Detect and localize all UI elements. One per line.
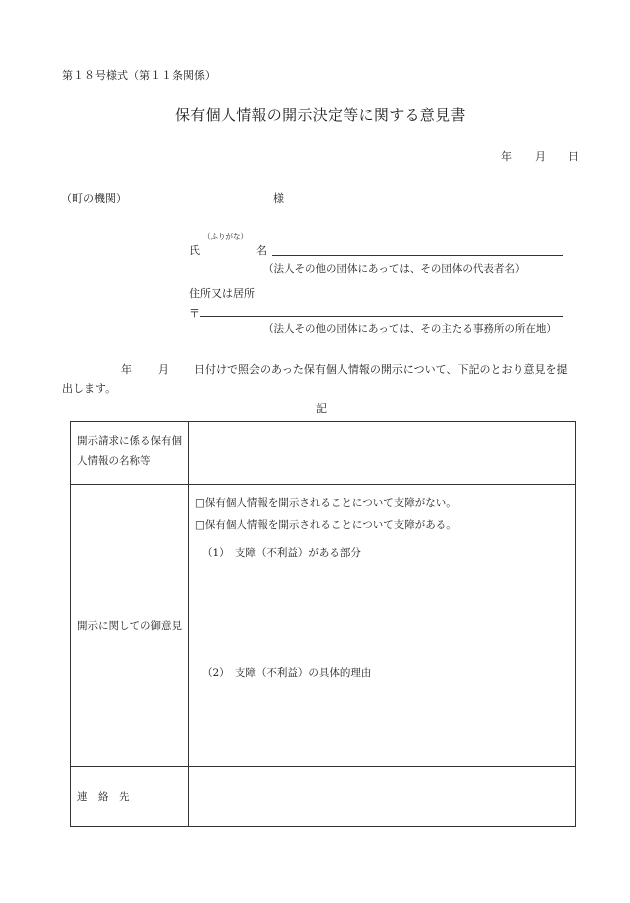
sub-heading-2: （2） 支障（不利益）の具体的理由: [202, 667, 372, 679]
option-no-issue[interactable]: □保有個人情報を開示されることについて支障がない。: [195, 497, 457, 509]
body-line-1: 日付けで照会のあった保有個人情報の開示について、下記のとおり意見を提: [194, 363, 568, 376]
date-month: 月: [535, 150, 546, 163]
sub-heading-1: （1） 支障（不利益）がある部分: [202, 547, 361, 559]
row1-value-cell[interactable]: [189, 422, 576, 485]
row2-label-cell: [71, 485, 189, 767]
date-day: 日: [568, 150, 579, 163]
date-year: 年: [501, 150, 512, 163]
name-label-1: 氏: [189, 244, 200, 257]
address-field[interactable]: [200, 316, 563, 317]
address-note: （法人その他の団体にあっては、その主たる事務所の所在地）: [263, 323, 557, 335]
body-month: 月: [158, 363, 169, 376]
name-label-2: 名: [256, 244, 267, 257]
row3-label-cell: [71, 767, 189, 827]
row1-label: 開示請求に係る保有個人情報の名称等: [77, 435, 182, 467]
table-row: [71, 422, 576, 485]
form-number: 第１８号様式（第１１条関係）: [62, 69, 216, 82]
body-year: 年: [121, 363, 132, 376]
postal-mark: 〒: [189, 307, 200, 320]
addressee-honorific: 様: [273, 192, 284, 205]
name-field[interactable]: [272, 255, 563, 256]
addressee-office: （町の機関）: [61, 192, 127, 205]
row2-value-cell: [189, 485, 576, 767]
row2-label: 開示に関しての御意見: [77, 619, 182, 632]
ki-heading: 記: [316, 402, 327, 415]
body-line-2: 出します。: [62, 382, 117, 395]
row1-label-cell: [71, 422, 189, 485]
opinion-table: [70, 421, 576, 827]
table-row: [71, 485, 576, 767]
row3-label: 連 絡 先: [77, 790, 130, 803]
option-issue[interactable]: □保有個人情報を開示されることについて支障がある。: [195, 519, 457, 531]
name-note: （法人その他の団体にあっては、その団体の代表者名）: [263, 263, 526, 275]
address-label: 住所又は居所: [189, 287, 255, 300]
furigana-label: （ふりがな）: [203, 232, 248, 241]
table-row: [71, 767, 576, 827]
page-title: 保有個人情報の開示決定等に関する意見書: [175, 106, 466, 124]
row3-value-cell[interactable]: [189, 767, 576, 827]
